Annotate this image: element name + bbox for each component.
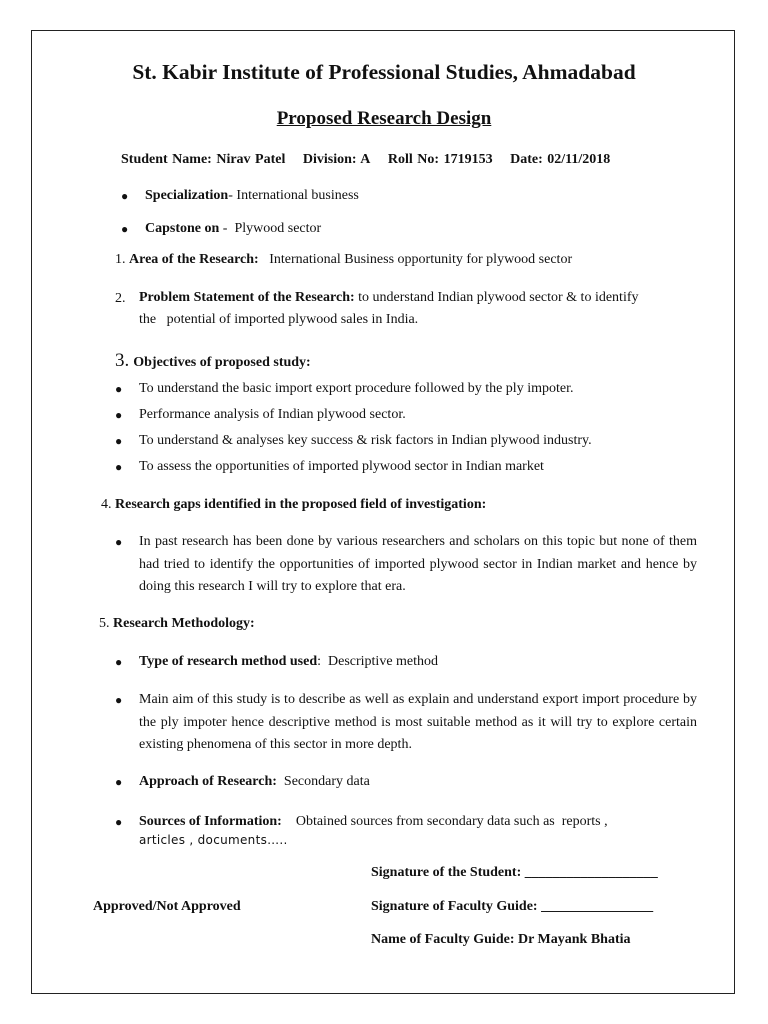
objective-item: To understand & analyses key success & risk factors in Indian plywood industry. bbox=[139, 433, 592, 448]
specialization-value: International business bbox=[236, 188, 359, 203]
section-5-label: Research Methodology: bbox=[113, 616, 255, 631]
aim-text: Main aim of this study is to describe as well as explain and understand export import procedure by the ply impoter hence descriptive method is most suitable method as it will try to explore certain existing phenomena of this sector in more depth. bbox=[139, 692, 697, 752]
method-label: Type of research method used bbox=[139, 654, 318, 669]
roll-value: 1719153 bbox=[443, 152, 493, 167]
capstone-label: Capstone on bbox=[145, 221, 220, 236]
bullet-icon: ● bbox=[115, 775, 123, 789]
section-1: 1. Area of the Research: International Business opportunity for plywood sector bbox=[115, 252, 573, 267]
bullet-icon: ● bbox=[115, 408, 123, 422]
faculty-guide-name: Name of Faculty Guide: Dr Mayank Bhatia bbox=[371, 932, 631, 947]
bullet-icon: ● bbox=[121, 222, 129, 236]
bullet-icon: ● bbox=[115, 382, 123, 396]
bullet-icon: ● bbox=[115, 535, 123, 549]
student-name-label: Student Name: bbox=[121, 152, 212, 167]
section-2-value: to understand Indian plywood sector & to identify the potential of imported plywood sales in India. bbox=[139, 290, 649, 327]
section-2 bbox=[139, 287, 659, 331]
approach-value: Secondary data bbox=[283, 774, 370, 789]
section-3-label: Objectives of proposed study: bbox=[133, 355, 311, 370]
roll-label: Roll No: bbox=[387, 152, 440, 167]
section-5-heading: 5. Research Methodology: bbox=[99, 616, 255, 631]
approval-status: Approved/Not Approved bbox=[93, 899, 241, 914]
date-label: Date: bbox=[510, 152, 543, 167]
section-1-value: International Business opportunity for plywood sector bbox=[269, 252, 573, 267]
bullet-icon: ● bbox=[115, 815, 123, 829]
objective-item: To assess the opportunities of imported plywood sector in Indian market bbox=[139, 459, 544, 474]
document-title: Proposed Research Design bbox=[276, 108, 492, 129]
bullet-icon: ● bbox=[115, 693, 123, 707]
capstone-value: Plywood sector bbox=[234, 221, 322, 236]
section-4-label: Research gaps identified in the proposed field of investigation: bbox=[115, 497, 487, 512]
specialization-line: Specialization- International business bbox=[145, 188, 359, 203]
signature-faculty-guide: Signature of Faculty Guide: ________________ bbox=[371, 899, 654, 914]
section-3-heading: 3. Objectives of proposed study: bbox=[115, 350, 311, 371]
sources-value-continued: articles , documents….. bbox=[139, 833, 288, 847]
date-value: 02/11/2018 bbox=[547, 152, 611, 167]
specialization-label: Specialization bbox=[145, 188, 229, 203]
approach-label: Approach of Research: bbox=[139, 774, 277, 789]
method-value: Descriptive method bbox=[328, 654, 439, 669]
objective-item: To understand the basic import export procedure followed by the ply impoter. bbox=[139, 381, 574, 396]
section-4-heading: 4. Research gaps identified in the proposed field of investigation: bbox=[101, 497, 487, 512]
research-gap-text: In past research has been done by various researchers and scholars on this topic but none of them had tried to identify the opportunities of imported plywood sector in Indian market and hence by doing this research I will try to explore that era. bbox=[139, 534, 697, 594]
bullet-icon: ● bbox=[121, 189, 129, 203]
bullet-icon: ● bbox=[115, 434, 123, 448]
student-name: Nirav Patel bbox=[216, 152, 286, 167]
sources-line bbox=[139, 814, 608, 830]
bullet-icon: ● bbox=[115, 460, 123, 474]
division-label: Division: bbox=[302, 152, 357, 167]
section-1-label: Area of the Research: bbox=[129, 252, 259, 267]
section-2-label: Problem Statement of the Research: bbox=[139, 290, 355, 305]
approach-line bbox=[139, 774, 370, 790]
student-info-line bbox=[121, 152, 610, 168]
capstone-line: Capstone on - Plywood sector bbox=[145, 221, 322, 236]
signature-student: Signature of the Student: ___________________ bbox=[371, 865, 658, 880]
objective-item: Performance analysis of Indian plywood sector. bbox=[139, 407, 406, 422]
section-2-num: 2. bbox=[115, 291, 126, 306]
sources-label: Sources of Information: bbox=[139, 814, 282, 829]
sources-value: Obtained sources from secondary data such as reports , bbox=[295, 814, 608, 829]
division-value: A bbox=[360, 152, 371, 167]
method-line: Type of research method used: Descriptive method bbox=[139, 654, 439, 669]
institute-title: St. Kabir Institute of Professional Studies, Ahmadabad bbox=[132, 60, 636, 84]
bullet-icon: ● bbox=[115, 655, 123, 669]
